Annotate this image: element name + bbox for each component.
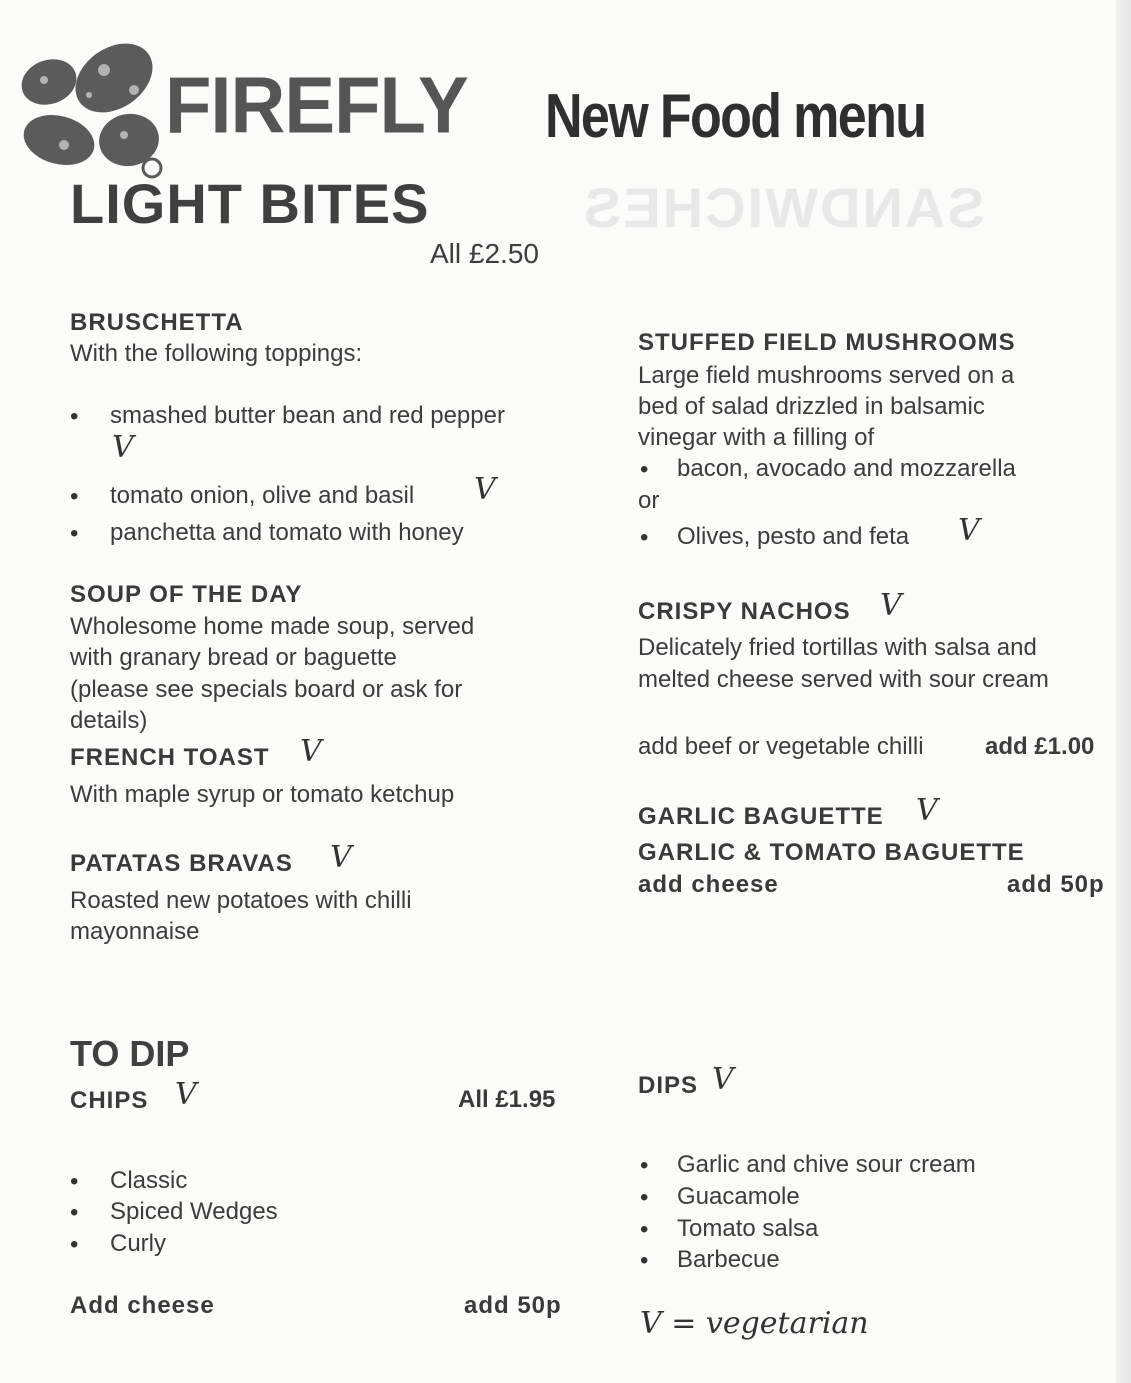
dips-item-1: Garlic and chive sour cream <box>677 1151 976 1178</box>
bullet-dot: • <box>640 1216 649 1243</box>
vegetarian-icon: V <box>880 588 902 623</box>
garlic-addon: add cheese <box>638 871 779 898</box>
vegetarian-icon: V <box>958 513 980 548</box>
vegetarian-icon: V <box>712 1062 734 1097</box>
vegetarian-icon: V <box>916 793 938 828</box>
nachos-addon: add beef or vegetable chilli <box>638 733 924 760</box>
bullet-dot: • <box>640 1247 649 1274</box>
bullet-dot: • <box>70 1199 79 1226</box>
bruschetta-topping-1: smashed butter bean and red pepper <box>110 402 505 429</box>
mushrooms-option-1: bacon, avocado and mozzarella <box>677 455 1016 482</box>
mushrooms-line-2: bed of salad drizzled in balsamic <box>638 393 985 420</box>
garlic-addon-price: add 50p <box>1007 871 1105 898</box>
mushrooms-line-1: Large field mushrooms served on a <box>638 362 1015 389</box>
soup-line-2: with granary bread or baguette <box>70 644 397 671</box>
patatas-line-2: mayonnaise <box>70 918 200 945</box>
bullet-dot: • <box>640 1152 649 1179</box>
light-bites-title: LIGHT BITES <box>70 172 430 235</box>
bullet-dot: • <box>70 1168 79 1195</box>
soup-line-4: details) <box>70 707 148 734</box>
nachos-line-1: Delicately fried tortillas with salsa and <box>638 634 1037 661</box>
chips-item-3: Curly <box>110 1230 167 1257</box>
soup-heading: SOUP OF THE DAY <box>70 581 303 608</box>
chips-item-1: Classic <box>110 1167 188 1194</box>
vegetarian-icon: V <box>300 734 322 769</box>
garlic-tomato-baguette-heading: GARLIC & TOMATO BAGUETTE <box>638 839 1025 866</box>
vegetarian-icon: V <box>112 430 134 465</box>
page-edge <box>1116 0 1131 1383</box>
dips-item-4: Barbecue <box>677 1246 780 1273</box>
bruschetta-topping-3: panchetta and tomato with honey <box>110 519 464 546</box>
bleed-through-text: SANDWICHES <box>582 176 985 239</box>
bruschetta-heading: BRUSCHETTA <box>70 309 244 336</box>
nachos-heading: CRISPY NACHOS <box>638 598 851 625</box>
bullet-dot: • <box>70 403 79 430</box>
mushrooms-heading: STUFFED FIELD MUSHROOMS <box>638 329 1016 356</box>
chips-price: All £1.95 <box>458 1086 556 1113</box>
chips-heading: CHIPS <box>70 1087 149 1114</box>
chips-addon-price: add 50p <box>464 1292 562 1319</box>
to-dip-title: TO DIP <box>70 1033 190 1074</box>
vegetarian-icon: V <box>474 472 496 507</box>
mushrooms-line-3: vinegar with a filling of <box>638 424 875 451</box>
chips-item-2: Spiced Wedges <box>110 1198 278 1225</box>
mushrooms-or: or <box>638 487 660 514</box>
nachos-addon-price: add £1.00 <box>985 733 1095 760</box>
nachos-line-2: melted cheese served with sour cream <box>638 666 1049 693</box>
bullet-dot: • <box>640 456 649 483</box>
vegetarian-icon: V <box>175 1077 197 1112</box>
vegetarian-icon: V <box>330 840 352 875</box>
bullet-dot: • <box>640 524 649 551</box>
soup-line-3: (please see specials board or ask for <box>70 676 463 703</box>
vegetarian-legend: V = vegetarian <box>640 1306 869 1341</box>
logo-wordmark: FIREFLY <box>165 60 468 151</box>
soup-line-1: Wholesome home made soup, served <box>70 613 475 640</box>
french-toast-desc: With maple syrup or tomato ketchup <box>70 781 455 808</box>
bruschetta-intro: With the following toppings: <box>70 340 363 367</box>
bullet-dot: • <box>70 1231 79 1258</box>
dips-item-3: Tomato salsa <box>677 1215 819 1242</box>
garlic-baguette-heading: GARLIC BAGUETTE <box>638 803 884 830</box>
chips-addon: Add cheese <box>70 1292 215 1319</box>
french-toast-heading: FRENCH TOAST <box>70 744 270 771</box>
light-bites-price: All £2.50 <box>430 238 539 269</box>
bruschetta-topping-2: tomato onion, olive and basil <box>110 482 415 509</box>
patatas-heading: PATATAS BRAVAS <box>70 850 293 877</box>
dips-item-2: Guacamole <box>677 1183 800 1210</box>
bullet-dot: • <box>70 483 79 510</box>
bullet-dot: • <box>70 520 79 547</box>
bullet-dot: • <box>640 1184 649 1211</box>
dips-heading: DIPS <box>638 1072 699 1099</box>
mushrooms-option-2: Olives, pesto and feta <box>677 523 910 550</box>
page-title: New Food menu <box>545 82 926 151</box>
patatas-line-1: Roasted new potatoes with chilli <box>70 887 412 914</box>
